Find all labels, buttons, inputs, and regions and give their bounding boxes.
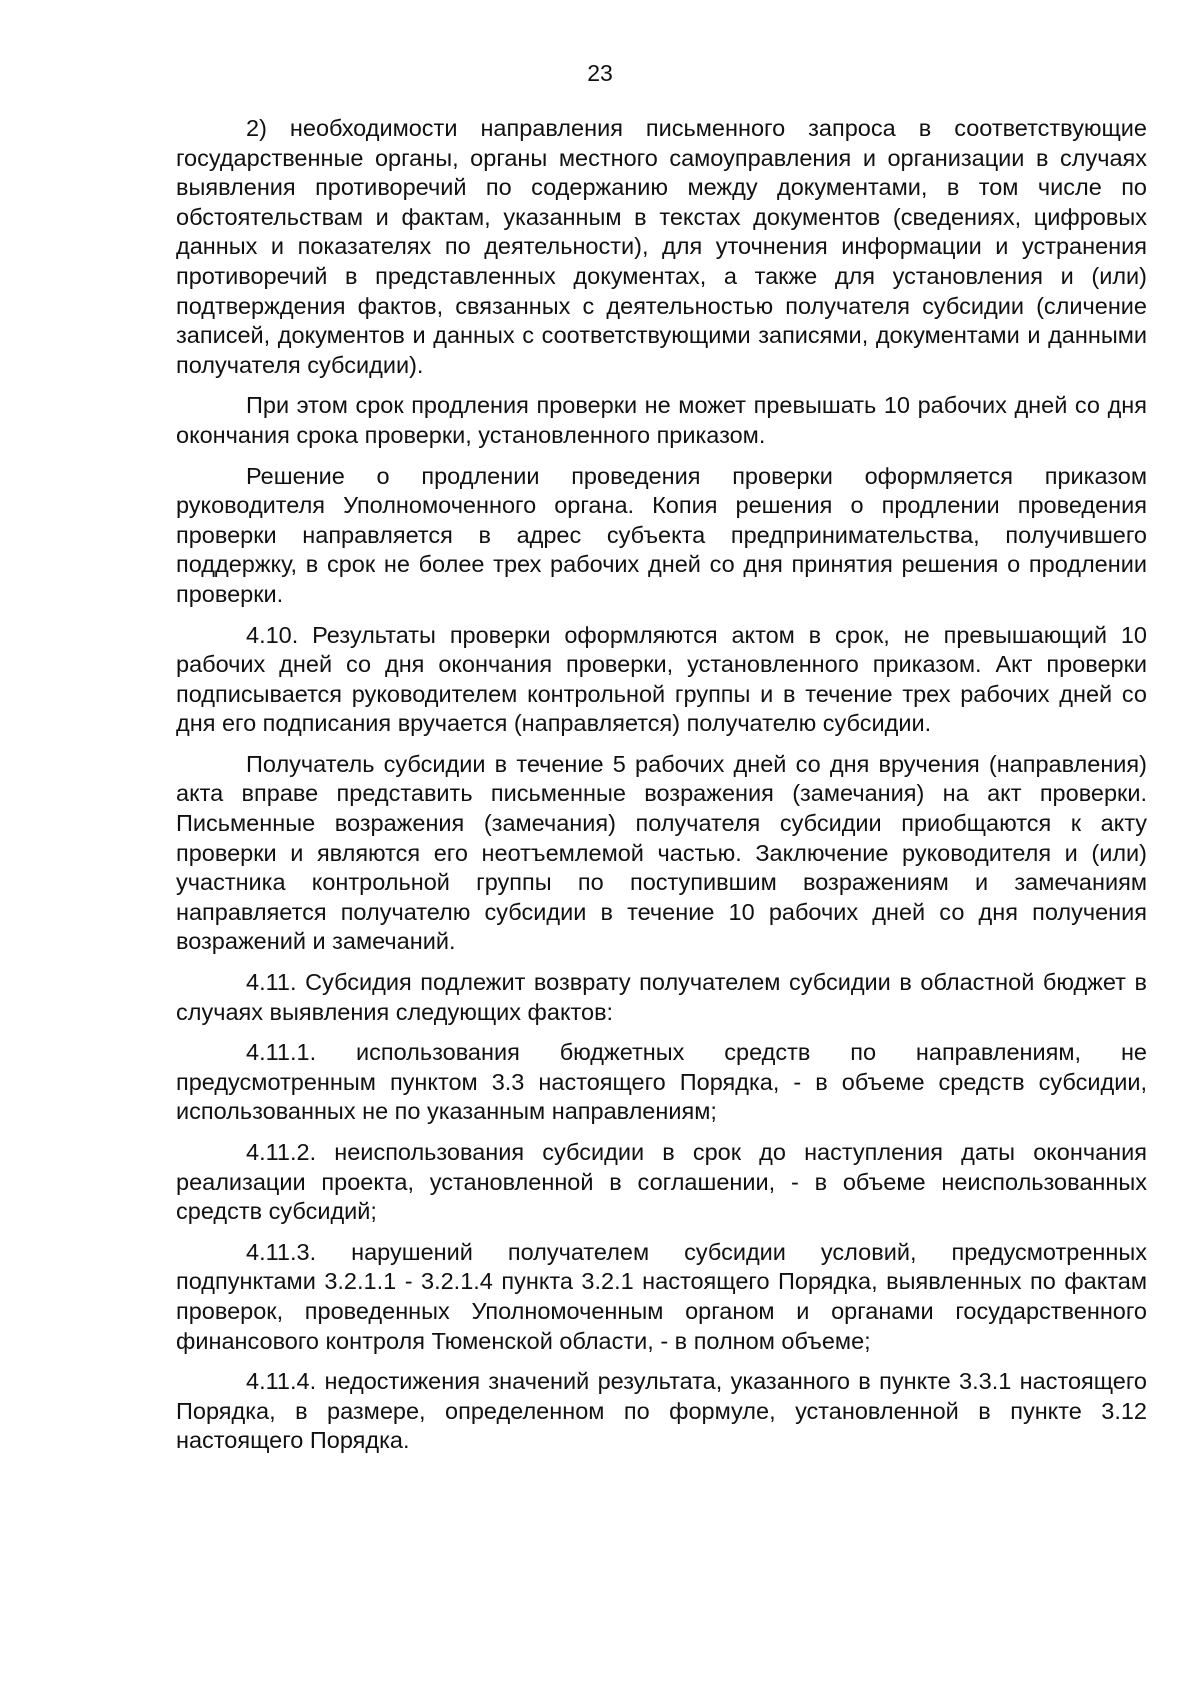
page-number: 23 [587, 60, 613, 86]
document-body [176, 114, 1147, 1467]
paragraph-extension-decision: Решение о продлении проведения проверки оформляется приказом руководителя Уполномоченного органа. Копия решения о продлении проведения проверки направляется в адрес субъекта предпринимательства, получившего поддержку, в срок не более трех рабочих дней со дня принятия решения о продлении проверки. [176, 462, 1147, 607]
paragraph-4-11-4: 4.11.4. недостижения значений результата, указанного в пункте 3.3.1 настоящего Порядка, в размере, определенном по формуле, установленной в пункте 3.12 настоящего Порядка. [176, 1368, 1147, 1454]
paragraph-4-11-1: 4.11.1. использования бюджетных средств по направлениям, не предусмотренным пунктом 3.3 настоящего Порядка, - в объеме средств субсидии, использованных не по указанным направлениям; [176, 1039, 1147, 1125]
paragraph-extension-limit: При этом срок продления проверки не может превышать 10 рабочих дней со дня окончания срока проверки, установленного приказом. [176, 392, 1147, 448]
paragraph-4-11-2: 4.11.2. неиспользования субсидии в срок до наступления даты окончания реализации проекта, установленной в соглашении, - в объеме неиспользованных средств субсидий; [176, 1139, 1147, 1225]
paragraph-extension-reasons: 2) необходимости направления письменного запроса в соответствующие государственные органы, органы местного самоуправления и организации в случаях выявления противоречий по содержанию между документами, в том числе по обстоятельствам и фактам, указанным в текстах документов (сведениях, цифровых данных и показателях по деятельности), для уточнения информации и устранения противоречий в представленных документах, а также для установления и (или) подтверждения фактов, связанных с деятельностью получателя субсидии (сличение записей, документов и данных с соответствующими записями, документами и данными получателя субсидии). [176, 115, 1147, 378]
paragraph-objections: Получатель субсидии в течение 5 рабочих дней со дня вручения (направления) акта вправе представить письменные возражения (замечания) на акт проверки. Письменные возражения (замечания) получателя субсидии приобщаются к акту проверки и являются его неотъемлемой частью. Заключение руководителя и (или) участника контрольной группы по поступившим возражениям и замечаниям направляется получателю субсидии в течение 10 рабочих дней со дня получения возражений и замечаний. [176, 750, 1147, 955]
paragraph-4-11-3: 4.11.3. нарушений получателем субсидии условий, предусмотренных подпунктами 3.2.1.1 - 3.2.1.4 пункта 3.2.1 настоящего Порядка, выявленных по фактам проверок, проведенных Уполномоченным органом и органами государственного финансового контроля Тюменской области, - в полном объеме; [176, 1238, 1147, 1354]
paragraph-4-10-results: 4.10. Результаты проверки оформляются актом в срок, не превышающий 10 рабочих дней со дня окончания проверки, установленного приказом. Акт проверки подписывается руководителем контрольной группы и в течение трех рабочих дней со дня его подписания вручается (направляется) получателю субсидии. [176, 621, 1147, 737]
paragraph-4-11-refund: 4.11. Субсидия подлежит возврату получателем субсидии в областной бюджет в случаях выявления следующих фактов: [176, 969, 1147, 1025]
